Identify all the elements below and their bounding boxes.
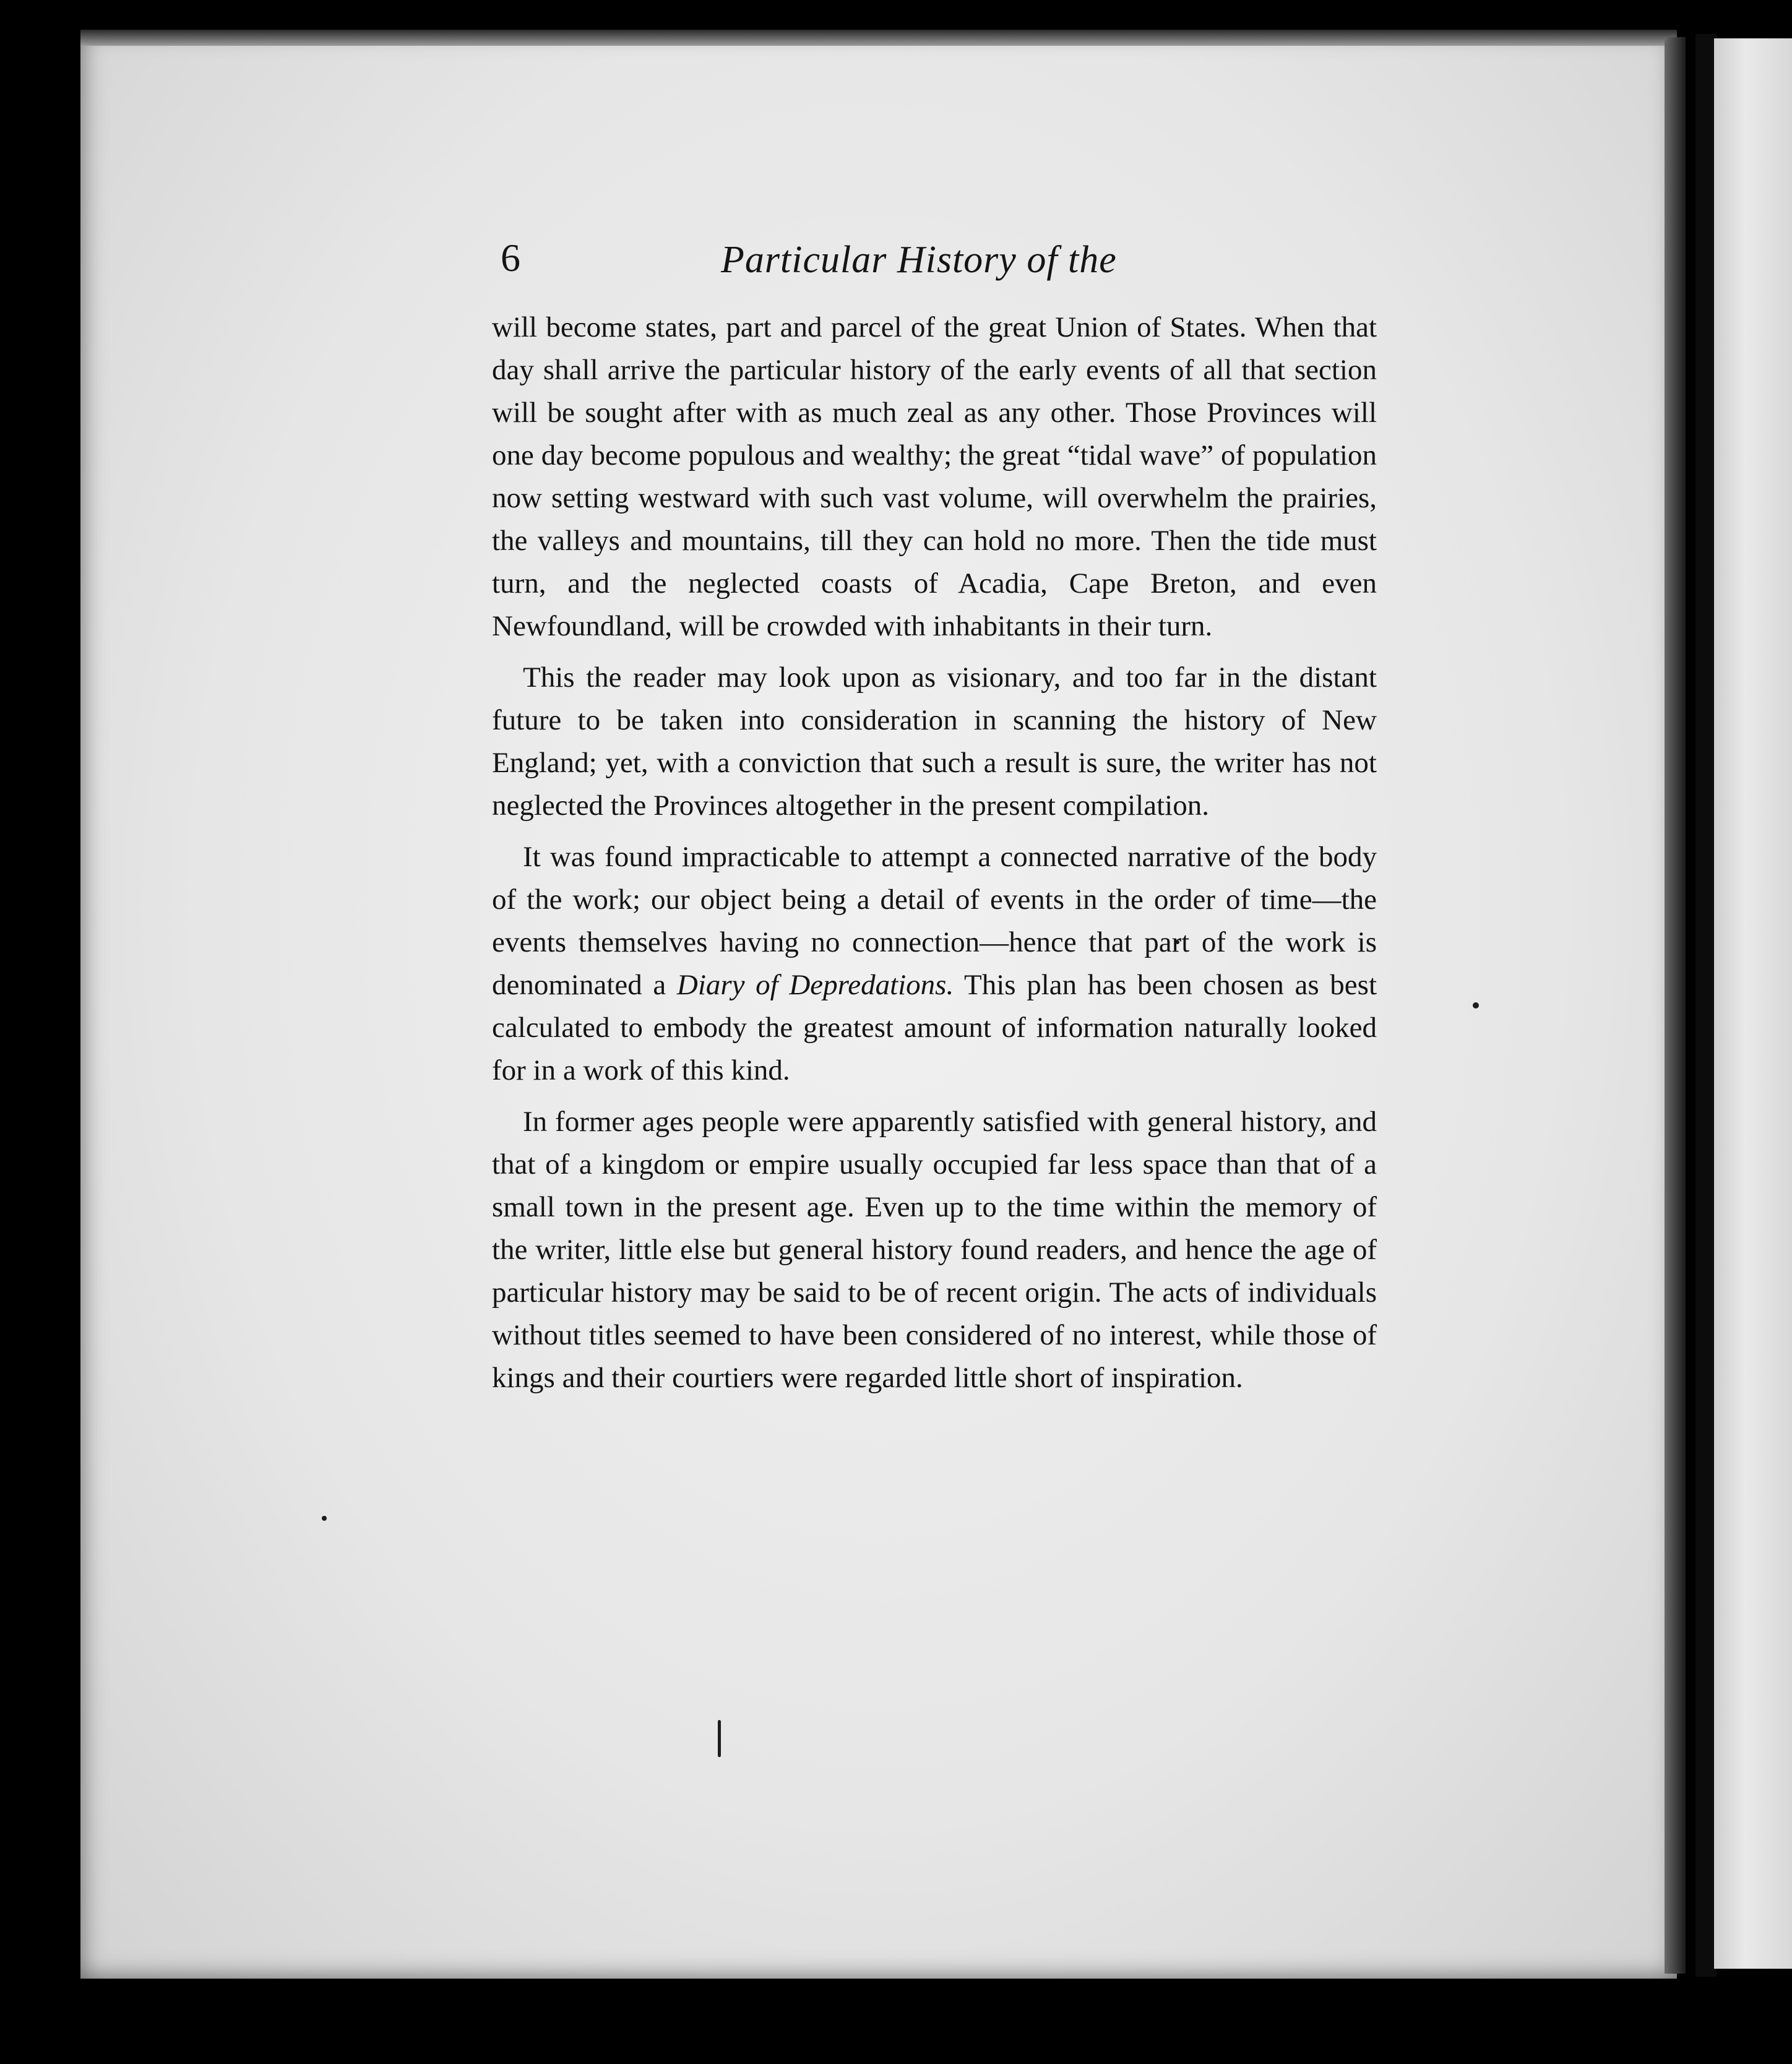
scan-speck <box>718 1720 721 1757</box>
running-title: Particular History of the <box>721 239 1117 281</box>
paragraph-2: This the reader may look upon as visionary, and too far in the distant future to be taken into consideration in scanning the history of New England; yet, with a conviction that such a result is sure, the writer has not neglected the Provinces altogether in the present compilation. <box>492 661 1377 822</box>
gutter-shadow <box>1695 34 1717 1977</box>
scan-speck <box>322 1516 327 1521</box>
paragraph-4: In former ages people were apparently satisfied with general history, and that of a kingdom or empire usually occupied far less space than that of a small town in the present age. Even up to the time within the memory of the writer, little else but general history found readers, and hence the age of particular history may be said to be of recent origin. The acts of individuals without titles seemed to have been considered of no interest, while those of kings and their courtiers were regarded little short of inspiration. <box>492 1106 1377 1394</box>
paragraph-3 <box>492 836 1377 1092</box>
page-number: 6 <box>501 236 520 280</box>
paragraph-3-text-after: This plan has been chosen as best calculated to embody the greatest amount of information naturally looked for in a work of this kind. <box>492 969 1377 1086</box>
page-top-edge <box>80 30 1677 46</box>
diary-of-depredations-italic: Diary of Depredations. <box>676 969 954 1001</box>
facing-page-edge <box>1714 38 1792 1969</box>
scan-speck <box>1473 1002 1479 1008</box>
paragraph-3-text-before: It was found impracticable to attempt a connected narrative of the body of the work; our object being a detail of events in the order of time—the events themselves having no connection—hence that part of the work is denominated a <box>492 841 1377 1001</box>
running-head <box>492 238 1377 306</box>
paragraph-1: will become states, part and parcel of the great Union of States. When that day shall arrive the particular history of the early events of all that section will be sought after with as much zeal as any other. Those Provinces will one day become populous and wealthy; the great “tidal wave” of population now setting westward with such vast volume, will overwhelm the prairies, the valleys and mountains, till they can hold no more. Then the tide must turn, and the neglected coasts of Acadia, Cape Breton, and even Newfoundland, will be crowded with inhabitants in their turn. <box>492 311 1377 642</box>
page-text <box>492 238 1377 1408</box>
scan-bottom-border <box>0 1979 1792 2064</box>
page-right-edge <box>1665 37 1686 1974</box>
